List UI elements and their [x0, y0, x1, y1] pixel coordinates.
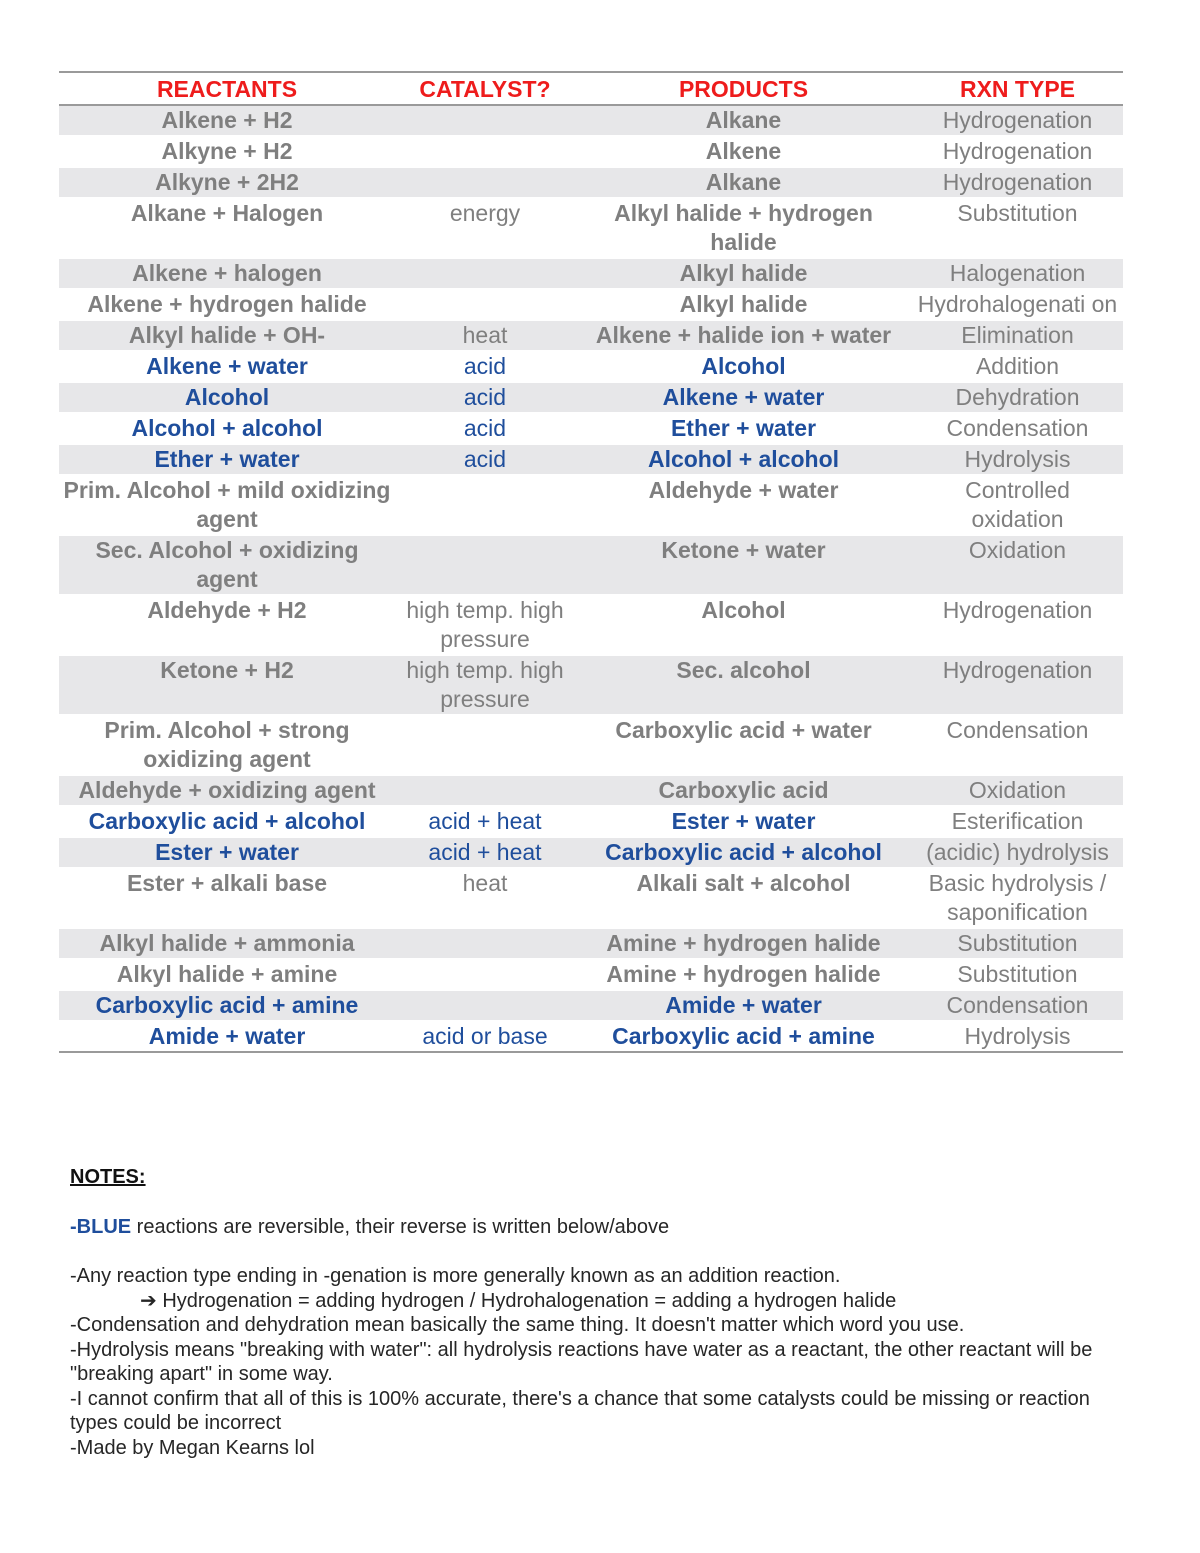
table-row: [59, 837, 1123, 868]
catalyst-cell: high temp. high pressure: [406, 657, 564, 712]
note-accuracy: -I cannot confirm that all of this is 100% accurate, there's a chance that some catalysts could be missing or reaction types could be incorrect: [70, 1387, 1090, 1434]
reaction-table-container: [59, 71, 1123, 1053]
catalyst-cell: [395, 928, 575, 959]
catalyst-cell: high temp. high pressure: [406, 597, 564, 652]
table-row: [59, 136, 1123, 167]
catalyst-cell: acid + heat: [428, 808, 542, 834]
products-cell: Alkene: [705, 138, 782, 164]
table-row: [59, 444, 1123, 475]
products-cell: Alcohol: [701, 597, 786, 623]
products-cell: Alkali salt + alcohol: [636, 870, 851, 896]
rxn-type-cell: Controlled oxidation: [965, 477, 1070, 532]
reactants-cell: Alkene + hydrogen halide: [87, 291, 367, 317]
catalyst-cell: acid + heat: [428, 839, 542, 865]
table-row: [59, 475, 1123, 535]
rxn-type-cell: Oxidation: [968, 537, 1067, 563]
catalyst-cell: acid: [463, 384, 507, 410]
header-reactants: REACTANTS: [156, 76, 298, 102]
table-row: [59, 198, 1123, 258]
products-cell: Alkyl halide: [679, 291, 808, 317]
table-row: [59, 655, 1123, 715]
reactants-cell: Ester + alkali base: [126, 870, 328, 896]
note-blue-word: -BLUE: [70, 1215, 132, 1238]
products-cell: Carboxylic acid + water: [615, 717, 872, 743]
catalyst-cell: [395, 775, 575, 806]
table-row: [59, 775, 1123, 806]
rxn-type-cell: Hydrogenation: [942, 169, 1093, 195]
catalyst-cell: [395, 475, 575, 535]
header-catalyst: CATALYST?: [419, 76, 551, 102]
reactants-cell: Ester + water: [155, 839, 299, 865]
rxn-type-cell: Hydrogenation: [942, 657, 1093, 683]
note-arrow-text: Hydrogenation = adding hydrogen / Hydrohalogenation = adding a hydrogen halide: [156, 1289, 897, 1312]
table-row: [59, 351, 1123, 382]
catalyst-cell: [395, 289, 575, 320]
table-row: [59, 868, 1123, 928]
products-cell: Alkyl halide: [679, 260, 808, 286]
table-row: [59, 382, 1123, 413]
reactants-cell: Sec. Alcohol + oxidizing agent: [95, 537, 359, 592]
table-row: [59, 928, 1123, 959]
products-cell: Ketone + water: [661, 537, 826, 563]
reactants-cell: Alcohol: [184, 384, 270, 410]
products-cell: Amine + hydrogen halide: [606, 961, 881, 987]
table-row: [59, 105, 1123, 136]
products-cell: Carboxylic acid + amine: [612, 1023, 875, 1049]
note-blue-rest: reactions are reversible, their reverse is written below/above: [131, 1215, 670, 1238]
reactants-cell: Aldehyde + H2: [147, 597, 307, 623]
rxn-type-cell: Oxidation: [968, 777, 1067, 803]
products-cell: Amine + hydrogen halide: [606, 930, 881, 956]
header-rxn-type: RXN TYPE: [959, 76, 1076, 102]
rxn-type-cell: Halogenation: [949, 260, 1086, 286]
table-row: [59, 167, 1123, 198]
catalyst-cell: [395, 105, 575, 136]
header-row: [59, 72, 1123, 105]
catalyst-cell: heat: [462, 322, 508, 348]
products-cell: Ester + water: [671, 808, 816, 834]
table-row: [59, 595, 1123, 655]
catalyst-cell: [395, 715, 575, 775]
header-products: PRODUCTS: [678, 76, 809, 102]
catalyst-cell: acid: [463, 415, 507, 441]
products-cell: Alkane: [705, 107, 782, 133]
note-hydrolysis: -Hydrolysis means "breaking with water": all hydrolysis reactions have water as a reactant, the other reactant will be "breaking apart" in some way.: [70, 1338, 1093, 1385]
rxn-type-cell: Esterification: [951, 808, 1084, 834]
rxn-type-cell: Basic hydrolysis / saponification: [928, 870, 1107, 925]
reactants-cell: Alkene + halogen: [132, 260, 322, 286]
table-row: [59, 990, 1123, 1021]
reactants-cell: Alkyne + 2H2: [155, 169, 299, 195]
reactants-cell: Aldehyde + oxidizing agent: [78, 777, 376, 803]
catalyst-cell: [395, 959, 575, 990]
reactants-cell: Alcohol + alcohol: [131, 415, 323, 441]
reactants-cell: Alkyne + H2: [161, 138, 293, 164]
note-blue-reversible: [70, 1215, 1130, 1240]
rxn-type-cell: Hydrogenation: [942, 138, 1093, 164]
reactants-cell: Prim. Alcohol + mild oxidizing agent: [63, 477, 391, 532]
products-cell: Alkyl halide + hydrogen halide: [614, 200, 873, 255]
table-header: [59, 72, 1123, 105]
catalyst-cell: acid: [463, 353, 507, 379]
reactants-cell: Alkene + H2: [161, 107, 293, 133]
rxn-type-cell: (acidic) hydrolysis: [926, 839, 1109, 865]
table-row: [59, 806, 1123, 837]
table-row: [59, 320, 1123, 351]
notes-section: [70, 1165, 1130, 1460]
products-cell: Alkane: [705, 169, 782, 195]
reactants-cell: Amide + water: [148, 1023, 306, 1049]
catalyst-cell: [395, 136, 575, 167]
rxn-type-cell: Hydrolysis: [964, 1023, 1071, 1049]
products-cell: Amide + water: [665, 992, 822, 1018]
rxn-type-cell: Hydrohalogenati on: [917, 291, 1118, 317]
reactants-cell: Alkane + Halogen: [130, 200, 324, 226]
rxn-type-cell: Elimination: [961, 322, 1074, 348]
table-row: [59, 1021, 1123, 1052]
products-cell: Carboxylic acid + alcohol: [605, 839, 882, 865]
products-cell: Alcohol: [701, 353, 786, 379]
reactants-cell: Alkyl halide + OH-: [128, 322, 326, 348]
table-row: [59, 413, 1123, 444]
reactants-cell: Prim. Alcohol + strong oxidizing agent: [104, 717, 350, 772]
notes-title: NOTES:: [70, 1166, 146, 1188]
catalyst-cell: [395, 535, 575, 595]
rxn-type-cell: Hydrogenation: [942, 107, 1093, 133]
reactants-cell: Ketone + H2: [160, 657, 294, 683]
products-cell: Aldehyde + water: [648, 477, 839, 503]
note-author: -Made by Megan Kearns lol: [70, 1436, 315, 1459]
rxn-type-cell: Hydrogenation: [942, 597, 1093, 623]
arrow-right-icon: ➔: [140, 1289, 157, 1312]
catalyst-cell: [395, 167, 575, 198]
rxn-type-cell: Dehydration: [955, 384, 1080, 410]
reactants-cell: Carboxylic acid + alcohol: [88, 808, 366, 834]
note-genation: -Any reaction type ending in -genation is more generally known as an addition reaction.: [70, 1265, 841, 1287]
rxn-type-cell: Condensation: [946, 717, 1089, 743]
catalyst-cell: [395, 258, 575, 289]
table-row: [59, 535, 1123, 595]
products-cell: Sec. alcohol: [676, 657, 811, 683]
catalyst-cell: energy: [449, 200, 521, 226]
catalyst-cell: heat: [462, 870, 508, 896]
rxn-type-cell: Addition: [975, 353, 1060, 379]
products-cell: Alkene + water: [662, 384, 825, 410]
reactants-cell: Alkyl halide + amine: [116, 961, 338, 987]
rxn-type-cell: Substitution: [957, 930, 1078, 956]
rxn-type-cell: Hydrolysis: [964, 446, 1071, 472]
catalyst-cell: acid: [463, 446, 507, 472]
table-row: [59, 959, 1123, 990]
table-row: [59, 715, 1123, 775]
reactants-cell: Ether + water: [154, 446, 300, 472]
note-hydrogenation-definitions: [70, 1289, 1130, 1314]
reactants-cell: Alkyl halide + ammonia: [99, 930, 355, 956]
products-cell: Alkene + halide ion + water: [595, 322, 892, 348]
reactants-cell: Carboxylic acid + amine: [95, 992, 359, 1018]
products-cell: Carboxylic acid: [658, 777, 829, 803]
table-row: [59, 258, 1123, 289]
table-body: [59, 105, 1123, 1052]
rxn-type-cell: Condensation: [946, 992, 1089, 1018]
products-cell: Ether + water: [670, 415, 817, 441]
catalyst-cell: acid or base: [422, 1023, 548, 1049]
reaction-table: [59, 71, 1123, 1053]
products-cell: Alcohol + alcohol: [647, 446, 840, 472]
reactants-cell: Alkene + water: [146, 353, 308, 379]
table-row: [59, 289, 1123, 320]
note-condensation: -Condensation and dehydration mean basically the same thing. It doesn't matter which word you use.: [70, 1314, 965, 1336]
rxn-type-cell: Substitution: [957, 200, 1078, 226]
rxn-type-cell: Condensation: [946, 415, 1089, 441]
rxn-type-cell: Substitution: [957, 961, 1078, 987]
catalyst-cell: [395, 990, 575, 1021]
